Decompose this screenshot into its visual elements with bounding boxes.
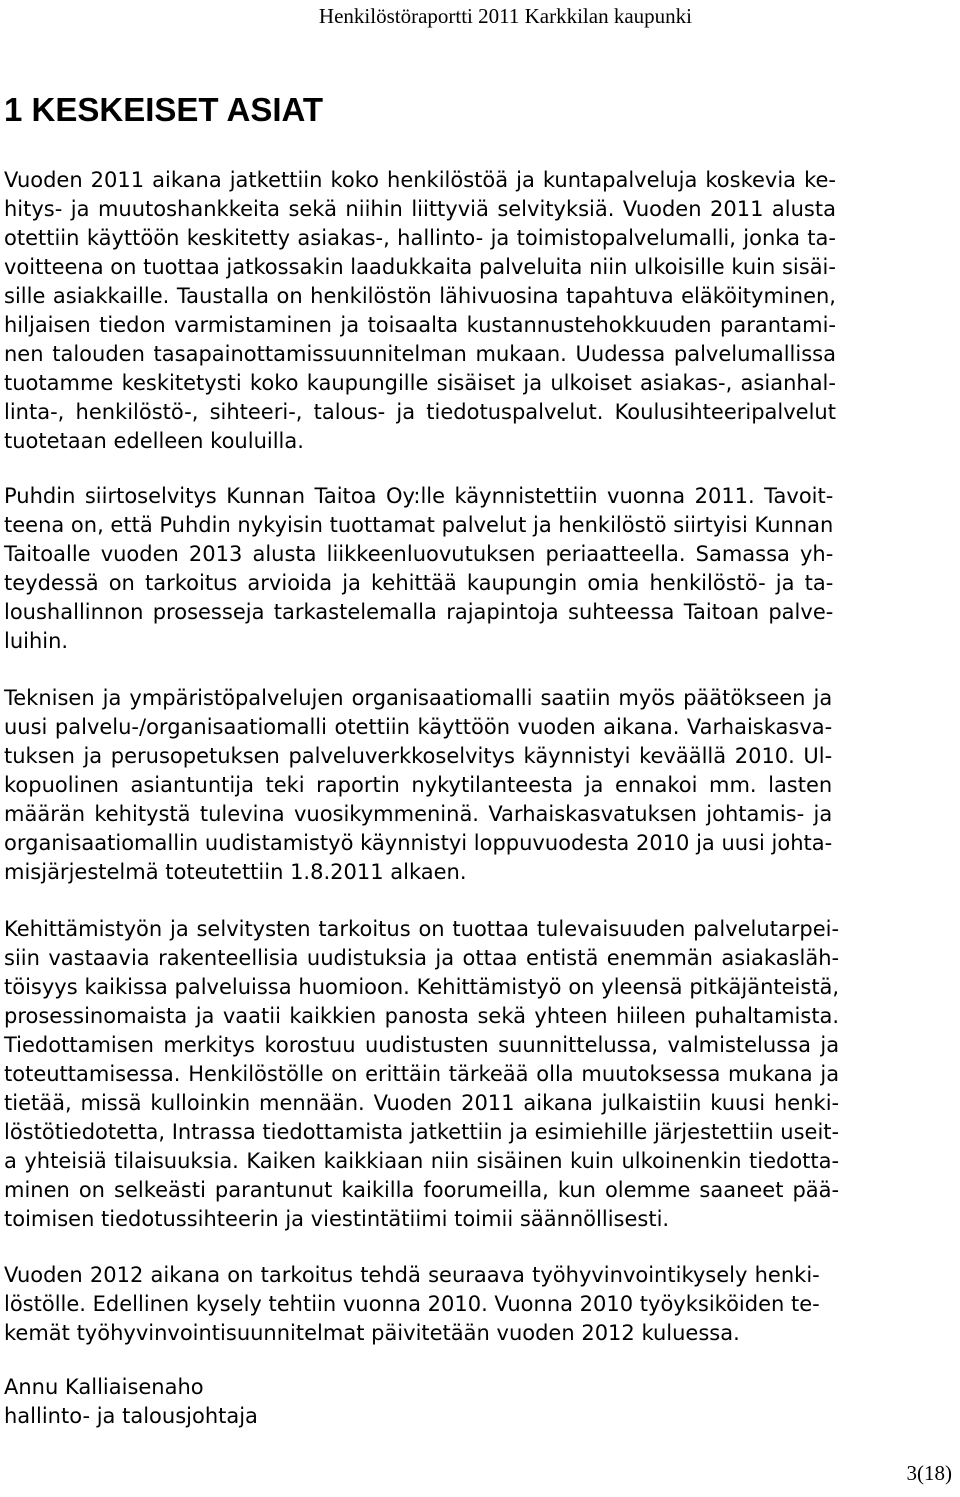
text-line: tietää, missä kulloinkin mennään. Vuoden 2011 aikana julkaistiin kuusi henki- bbox=[4, 1091, 840, 1115]
text-line: misjärjestelmä toteutettiin 1.8.2011 alkaen. bbox=[4, 860, 467, 884]
text-line: töisyys kaikissa palveluissa huomioon. Kehittämistyö on yleensä pitkäjänteistä, bbox=[4, 975, 840, 999]
text-line: prosessinomaista ja vaatii kaikkien panosta sekä yhteen hiileen puhaltamista. bbox=[4, 1004, 840, 1028]
text-line: määrän kehitystä tulevina vuosikymmeninä. Varhaiskasvatuksen johtamis- ja bbox=[4, 802, 833, 826]
signature-block bbox=[4, 1373, 258, 1431]
paragraph-2 bbox=[4, 482, 833, 656]
paragraph-1 bbox=[4, 166, 836, 456]
text-line: tuksen ja perusopetuksen palveluverkkoselvitys käynnistyi keväällä 2010. Ul- bbox=[4, 744, 833, 768]
running-header: Henkilöstöraportti 2011 Karkkilan kaupunki bbox=[318, 4, 692, 28]
text-line: tuotamme keskitetysti koko kaupungille sisäiset ja ulkoiset asiakas-, asianhal- bbox=[4, 371, 836, 395]
paragraph-3 bbox=[4, 684, 832, 887]
text-line: luihin. bbox=[4, 629, 69, 653]
text-line: loushallinnon prosesseja tarkastelemalla rajapintoja suhteessa Taitoan palve- bbox=[4, 600, 834, 624]
text-line: Kehittämistyön ja selvitysten tarkoitus on tuottaa tulevaisuuden palvelutarpei- bbox=[4, 917, 840, 941]
text-line: teydessä on tarkoitus arvioida ja kehittää kaupungin omia henkilöstö- ja ta- bbox=[4, 571, 834, 595]
text-line: otettiin käyttöön keskitetty asiakas-, hallinto- ja toimistopalvelumalli, jonka ta- bbox=[4, 226, 836, 250]
text-line: Puhdin siirtoselvitys Kunnan Taitoa Oy:lle käynnistettiin vuonna 2011. Tavoit- bbox=[4, 484, 834, 508]
signatory-name: Annu Kalliaisenaho bbox=[4, 1375, 204, 1399]
text-line: Taitoalle vuoden 2013 alusta liikkeenluovutuksen periaatteella. Samassa yh- bbox=[4, 542, 834, 566]
text-line: hiljaisen tiedon varmistaminen ja toisaalta kustannustehokkuuden parantami- bbox=[4, 313, 836, 337]
text-line: uusi palvelu-/organisaatiomalli otettiin käyttöön vuoden aikana. Varhaiskasva- bbox=[4, 715, 833, 739]
text-line: organisaatiomallin uudistamistyö käynnistyi loppuvuodesta 2010 ja uusi johta- bbox=[4, 831, 833, 855]
signatory-title: hallinto- ja talousjohtaja bbox=[4, 1404, 258, 1428]
text-line: Tiedottamisen merkitys korostuu uudistusten suunnittelussa, valmistelussa ja bbox=[4, 1033, 840, 1057]
text-line: teena on, että Puhdin nykyisin tuottamat palvelut ja henkilöstö siirtyisi Kunnan bbox=[4, 513, 834, 537]
text-line: toimisen tiedotussihteerin ja viestintätiimi toimii säännöllisesti. bbox=[4, 1207, 670, 1231]
paragraph-4 bbox=[4, 915, 839, 1234]
paragraph-5 bbox=[4, 1261, 820, 1348]
page-number: 3(18) bbox=[906, 1461, 952, 1485]
text-line: sille asiakkaille. Taustalla on henkilöstön lähivuosina tapahtuva eläköityminen, bbox=[4, 284, 836, 308]
section-heading: 1 KESKEISET ASIAT bbox=[4, 91, 324, 128]
text-line: siin vastaavia rakenteellisia uudistuksia ja ottaa entistä enemmän asiakasläh- bbox=[4, 946, 840, 970]
text-line: tuotetaan edelleen kouluilla. bbox=[4, 429, 304, 453]
text-line: minen on selkeästi parantunut kaikilla foorumeilla, kun olemme saaneet pää- bbox=[4, 1178, 840, 1202]
text-line: kemät työhyvinvointisuunnitelmat päivitetään vuoden 2012 kuluessa. bbox=[4, 1321, 740, 1345]
text-line: nen talouden tasapainottamissuunnitelman mukaan. Uudessa palvelumallissa bbox=[4, 342, 836, 366]
text-line: kopuolinen asiantuntija teki raportin nykytilanteesta ja ennakoi mm. lasten bbox=[4, 773, 833, 797]
text-line: toteuttamisessa. Henkilöstölle on erittäin tärkeää olla muutoksessa mukana ja bbox=[4, 1062, 840, 1086]
text-line: voitteena on tuottaa jatkossakin laadukkaita palveluita niin ulkoisille kuin sisäi- bbox=[4, 255, 836, 279]
text-line: löstötiedotetta, Intrassa tiedottamista jatkettiin ja esimiehille järjestettiin useit- bbox=[4, 1120, 840, 1144]
text-line: hitys- ja muutoshankkeita sekä niihin liittyviä selvityksiä. Vuoden 2011 alusta bbox=[4, 197, 836, 221]
text-line: a yhteisiä tilaisuuksia. Kaiken kaikkiaan niin sisäinen kuin ulkoinenkin tiedotta- bbox=[4, 1149, 840, 1173]
text-line: löstölle. Edellinen kysely tehtiin vuonna 2010. Vuonna 2010 työyksiköiden te- bbox=[4, 1292, 820, 1316]
text-line: linta-, henkilöstö-, sihteeri-, talous- ja tiedotuspalvelut. Koulusihteeripalvelut bbox=[4, 400, 836, 424]
text-line: Vuoden 2011 aikana jatkettiin koko henkilöstöä ja kuntapalveluja koskevia ke- bbox=[4, 168, 836, 192]
text-line: Teknisen ja ympäristöpalvelujen organisaatiomalli saatiin myös päätökseen ja bbox=[4, 686, 833, 710]
text-line: Vuoden 2012 aikana on tarkoitus tehdä seuraava työhyvinvointikysely henki- bbox=[4, 1263, 820, 1287]
